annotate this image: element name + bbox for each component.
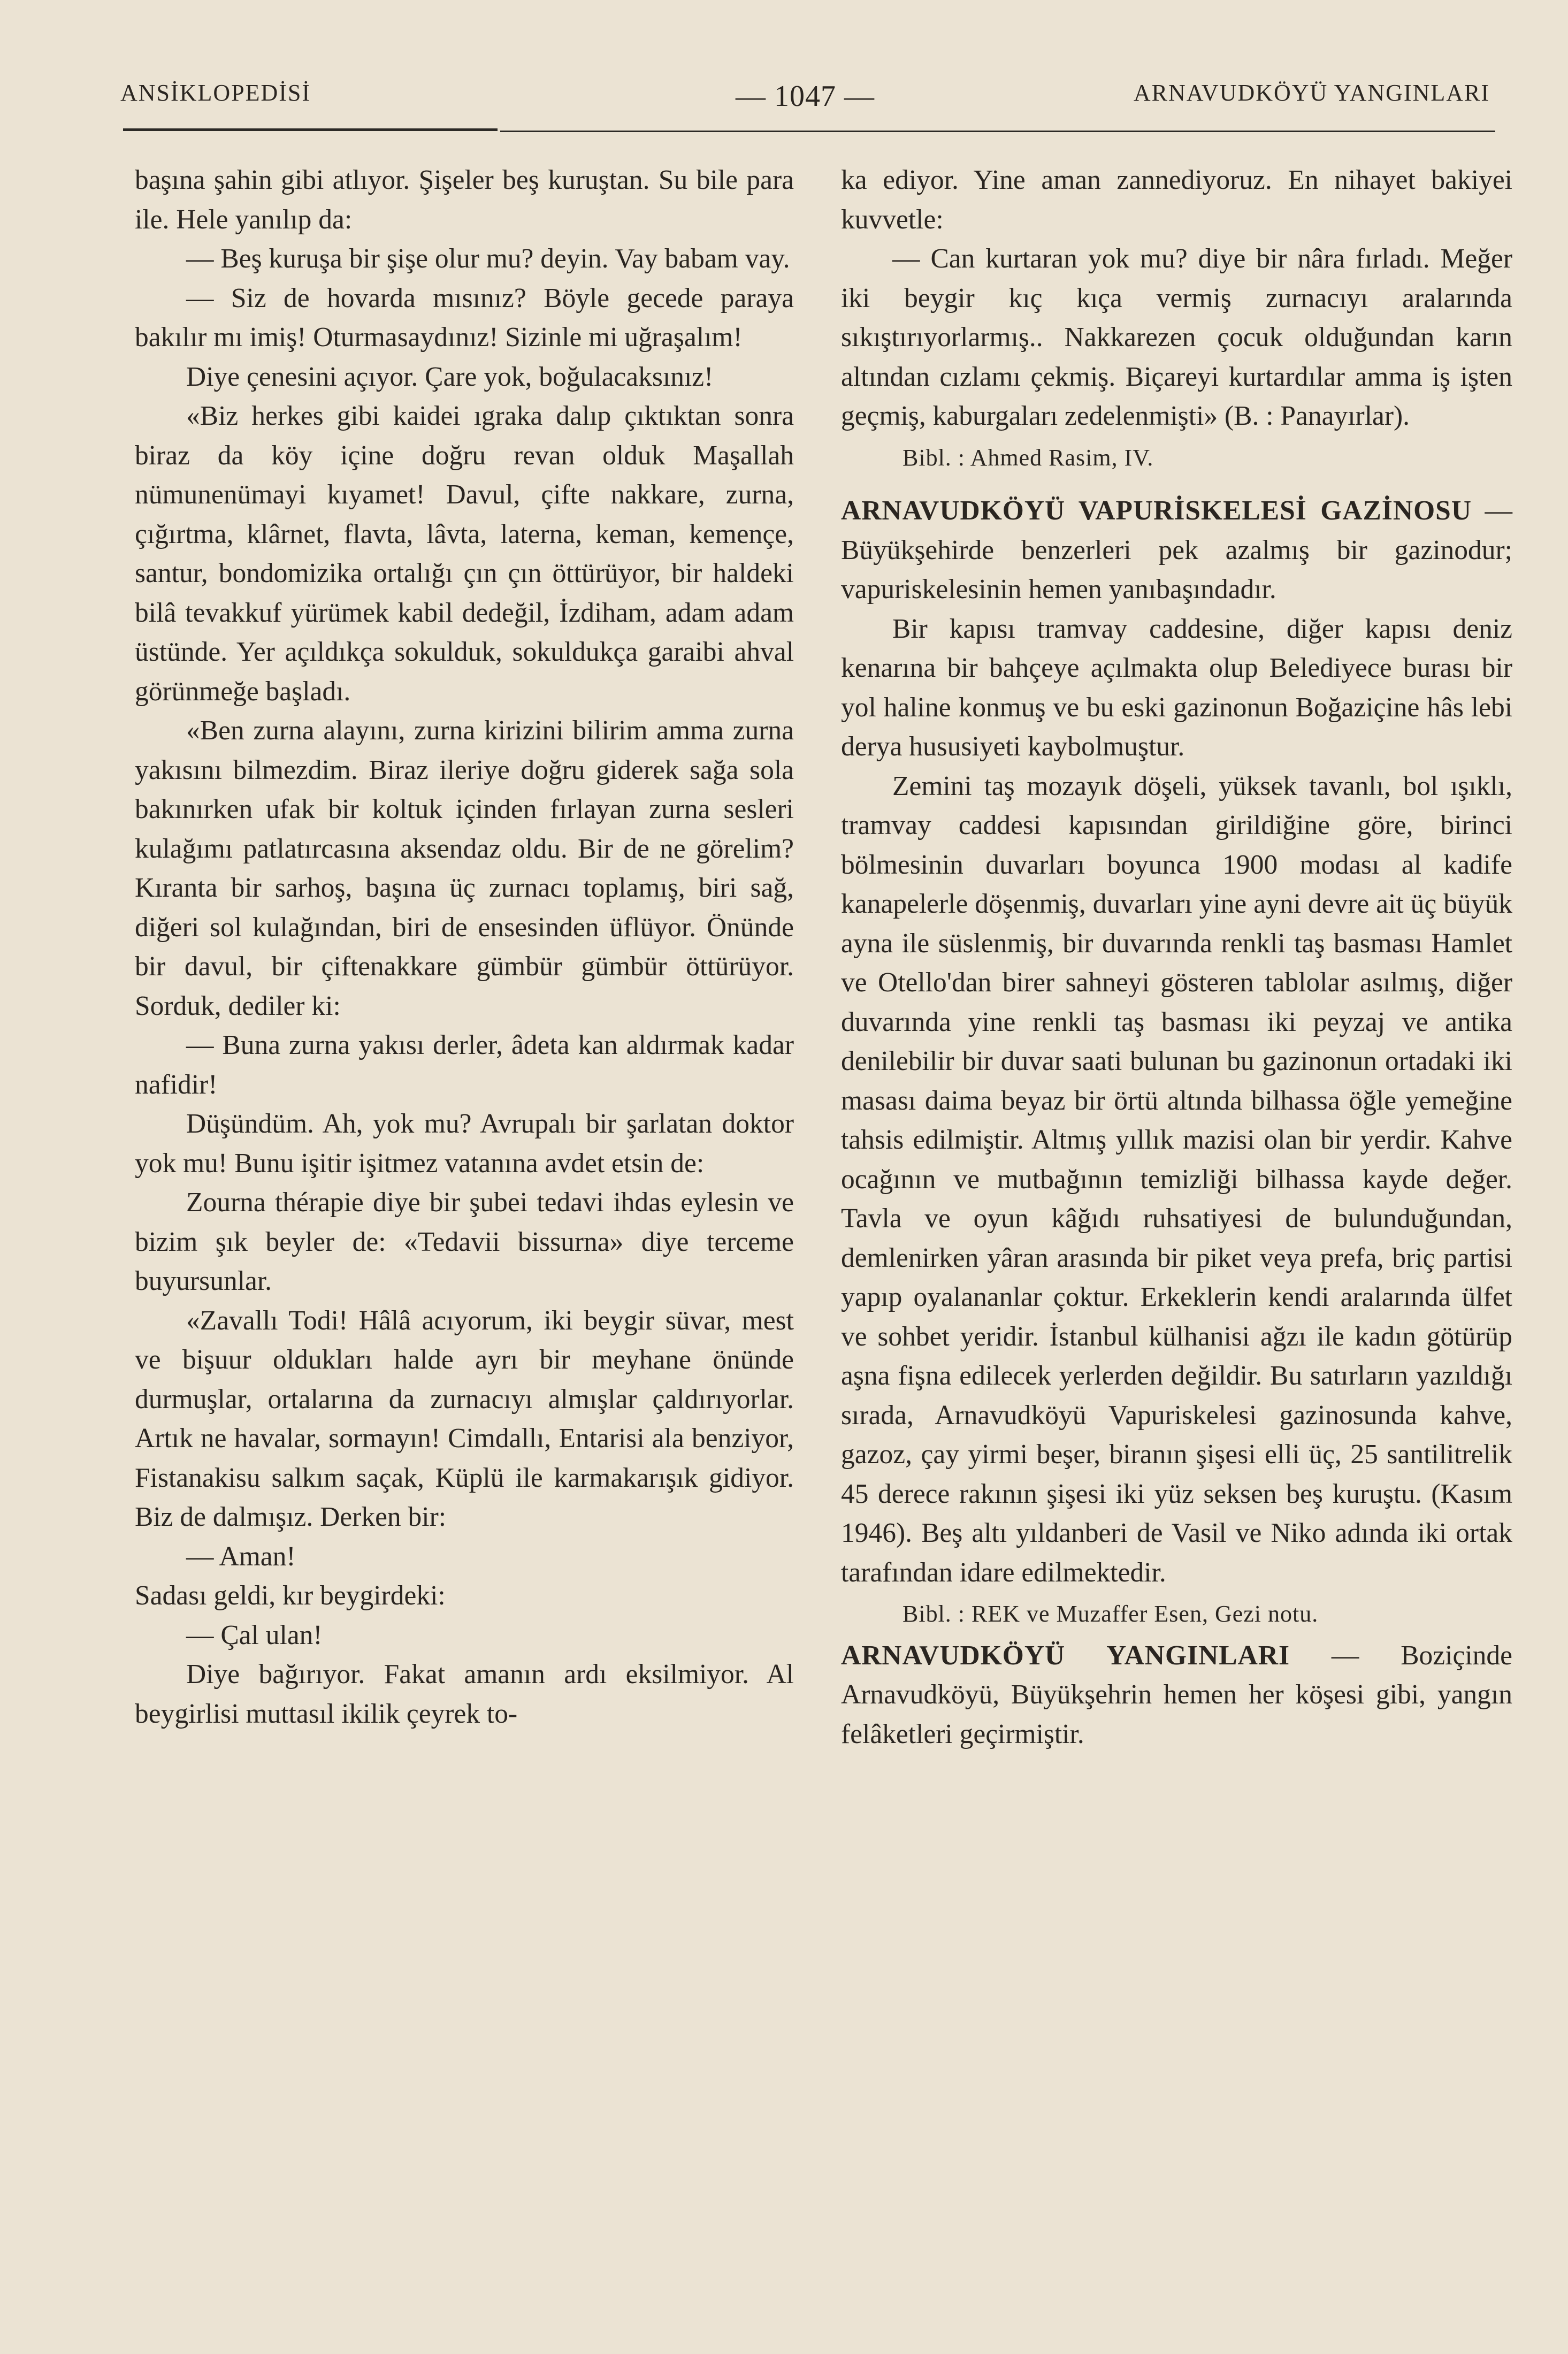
entry-title: ARNAVUDKÖYÜ VAPURİSKELESİ GAZİNOSU xyxy=(841,495,1472,526)
page-header xyxy=(120,79,1490,122)
left-column xyxy=(135,160,794,1733)
left-paragraph: Düşündüm. Ah, yok mu? Avrupalı bir şarlatan doktor yok mu! Bunu işitir işitmez vatanına avdet etsin de: xyxy=(135,1109,794,1179)
left-paragraph: — Buna zurna yakısı derler, âdeta kan aldırmak kadar nafidir! xyxy=(135,1030,794,1100)
left-paragraph: Diye bağırıyor. Fakat amanın ardı eksilmiyor. Al beygirlisi muttasıl ikilik çeyrek to- xyxy=(135,1659,794,1729)
left-paragraph: «Zavallı Todi! Hâlâ acıyorum, iki beygir süvar, mest ve bişuur oldukları halde ayrı bir meyhane önünde durmuşlar, ortalarına da zurnacıyı almışlar çaldırıyorlar. Artık ne havalar, sormayın! Cimdallı, Entarisi ala benziyor, Fistanakisu salkım saçak, Küplü ile karmakarışık gidiyor. Biz de dalmışız. Derken bir: xyxy=(135,1305,794,1532)
running-head-right: ARNAVUDKÖYÜ YANGINLARI xyxy=(1133,80,1490,106)
entry-lead: — Boziçinde Arnavudköyü, Büyükşehrin hemen her köşesi gibi, yangın felâketleri geçirmiştir. xyxy=(841,1640,1512,1749)
right-paragraph: — Can kurtaran yok mu? diye bir nâra fırladı. Meğer iki beygir kıç kıça vermiş zurnacıyı aralarında sıkıştırıyorlarmış.. Nakkarezen çocuk olduğundan karın altından cızlamı çekmiş. Biçareyi kurtardılar amma iş işten geçmiş, kaburgaları zedelenmişti» (B. : Panayırlar). xyxy=(841,243,1512,431)
right-paragraph: Bir kapısı tramvay caddesine, diğer kapısı deniz kenarına bir bahçeye açılmakta olup Belediyece burası bir yol haline konmuş ve bu eski gazinonun Boğaziçine hâs lebi derya hususiyeti kaybolmuştur. xyxy=(841,613,1512,762)
left-paragraph: — Beş kuruşa bir şişe olur mu? deyin. Vay babam vay. xyxy=(186,243,790,274)
left-paragraph: Sadası geldi, kır beygirdeki: xyxy=(135,1580,446,1611)
header-rule-right xyxy=(500,131,1495,132)
entry-vapuriskelesi xyxy=(841,491,1512,609)
left-paragraph: Diye çenesini açıyor. Çare yok, boğulacaksınız! xyxy=(186,361,714,392)
right-paragraph: Zemini taş mozayık döşeli, yüksek tavanlı, bol ışıklı, tramvay caddesi kapısından girildiğine göre, birinci bölmesinin duvarları boyunca 1900 modası al kadife kanapelerle döşenmiş, duvarları yine ayni devre ait üç büyük ayna ile süslenmiş, bir duvarında renkli taş basması Hamlet ve Otello'dan birer sahneyi gösteren tablolar asılmış, diğer duvarında yine renkli taş basması iki peyzaj ve antika denilebilir bir duvar saati bulunan bu gazinonun ortadaki iki masası daima beyaz bir örtü altında bilhassa öğle yemeğine tahsis edilmiştir. Altmış yıllık mazisi olan bir yerdir. Kahve ocağının ve mutbağının temizliği bilhassa kayde değer. Tavla ve oyun kâğıdı ruhsatiyesi de bulunduğundan, demlenirken yâran arasında bir piket veya prefa, briç partisi yapıp oyalananlar çoktur. Erkeklerin kendi aralarında ülfet ve sohbet yeridir. İstanbul külhanisi ağzı ile kadın götürüp aşna fişna edilecek yerlerden değildir. Bu satırların yazıldığı sırada, Arnavudköyü Vapuriskelesi gazinosunda kahve, gazoz, çay yirmi beşer, biranın şişesi elli üç, 25 santilitrelik 45 derece rakının şişesi iki yüz seksen beş kuruştu. (Kasım 1946). Beş altı yıldanberi de Vasil ve Niko adında iki ortak tarafından idare edilmektedir. xyxy=(841,770,1512,1588)
bibliography-note: Bibl. : Ahmed Rasim, IV. xyxy=(902,444,1154,471)
header-rule-left xyxy=(123,128,498,131)
left-paragraph: — Aman! xyxy=(186,1541,296,1572)
right-column xyxy=(841,160,1512,1754)
entry-title: ARNAVUDKÖYÜ YANGINLARI xyxy=(841,1640,1290,1671)
bibliography-note: Bibl. : REK ve Muzaffer Esen, Gezi notu. xyxy=(902,1601,1319,1627)
left-paragraph: — Çal ulan! xyxy=(186,1619,323,1650)
left-paragraph: «Ben zurna alayını, zurna kirizini bilirim amma zurna yakısını bilmezdim. Biraz ileriye doğru giderek sağa sola bakınırken ufak bir koltuk içinden fırlayan zurna sesleri kulağımı patlatırcasına aksendaz oldu. Bir de ne görelim? Kıranta bir sarhoş, başına üç zurnacı toplamış, biri sağ, diğeri sol kulağından, biri de ensesinden üflüyor. Önünde bir davul, bir çiftenakkare gümbür gümbür öttürüyor. Sorduk, dediler ki: xyxy=(135,715,794,1021)
running-head-left: ANSİKLOPEDİSİ xyxy=(120,80,311,106)
left-paragraph: «Biz herkes gibi kaidei ıgraka dalıp çıktıktan sonra biraz da köy içine doğru revan olduk Maşallah nümunenümayi kıyamet! Davul, çifte nakkare, zurna, çığırtma, klârnet, flavta, lâvta, laterna, keman, kemençe, santur, bondomizika ortalığı çın çın öttürüyor, bir haldeki bilâ tevakkuf yürümek kabil dedeğil, İzdiham, adam adam üstünde. Yer açıldıkça sokulduk, sokuldukça garaibi ahval görünmeğe başladı. xyxy=(135,401,794,707)
page-number: — 1047 — xyxy=(736,80,875,113)
left-paragraph: Zourna thérapie diye bir şubei tedavi ihdas eylesin ve bizim şık beyler de: «Tedavii bissurna» diye terceme buyursunlar. xyxy=(135,1187,794,1296)
left-paragraph: başına şahin gibi atlıyor. Şişeler beş kuruştan. Su bile para ile. Hele yanılıp da: xyxy=(135,165,794,235)
continuation-paragraph: ka ediyor. Yine aman zannediyoruz. En nihayet bakiyei kuvvetle: xyxy=(841,165,1512,235)
entry-yanginlari xyxy=(841,1636,1512,1754)
entry-lead: — Büyükşehirde benzerleri pek azalmış bir gazinodur; vapuriskelesinin hemen yanıbaşındadır. xyxy=(841,495,1513,605)
left-paragraph: — Siz de hovarda mısınız? Böyle gecede paraya bakılır mı imiş! Oturmasaydınız! Sizinle mi uğraşalım! xyxy=(135,282,794,353)
